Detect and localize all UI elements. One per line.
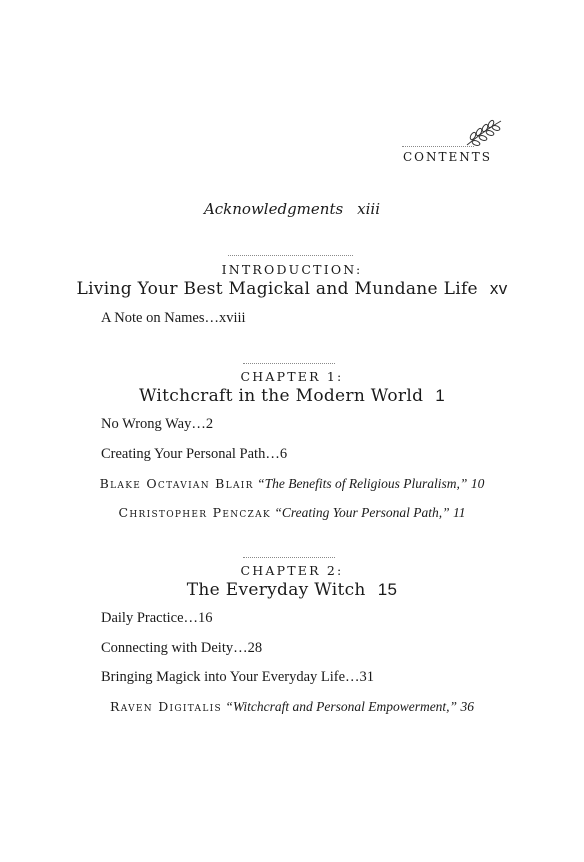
toc-entry-note-on-names[interactable]: A Note on Names…xviii: [101, 310, 246, 326]
chapter2-title: The Everyday Witch: [186, 580, 366, 600]
essay-title: “Witchcraft and Personal Empowerment,”: [225, 699, 458, 714]
acknowledgments-title: Acknowledgments: [203, 200, 344, 218]
toc-entry-connecting-with-deity[interactable]: Connecting with Deity…28: [101, 640, 263, 656]
chapter1-label: CHAPTER 1:: [240, 369, 344, 384]
introduction-title: Living Your Best Magickal and Mundane Life: [76, 279, 478, 299]
toc-essay-penczak[interactable]: [0, 505, 584, 521]
toc-chapter2[interactable]: [0, 580, 584, 600]
toc-essay-blair[interactable]: [0, 476, 584, 492]
essay-author: Christopher Penczak: [118, 505, 271, 520]
toc-entry-daily-practice[interactable]: Daily Practice…16: [101, 610, 213, 626]
introduction-page: xv: [489, 279, 508, 298]
toc-acknowledgments[interactable]: [0, 200, 584, 218]
introduction-divider: [228, 255, 353, 256]
essay-page: 10: [470, 476, 485, 491]
essay-author: Raven Digitalis: [110, 699, 222, 714]
chapter1-divider: [243, 363, 335, 364]
essay-page: 11: [452, 505, 466, 520]
chapter2-divider: [243, 557, 335, 558]
chapter2-page: 15: [377, 580, 398, 599]
toc-entry-no-wrong-way[interactable]: No Wrong Way…2: [101, 416, 214, 432]
contents-heading: CONTENTS: [403, 150, 493, 164]
essay-author: Blake Octavian Blair: [99, 476, 254, 491]
toc-entry-bringing-magick[interactable]: Bringing Magick into Your Everyday Life…31: [101, 669, 375, 685]
essay-page: 36: [460, 699, 474, 714]
introduction-label: INTRODUCTION:: [221, 262, 363, 277]
chapter2-label: CHAPTER 2:: [240, 563, 344, 578]
chapter1-title: Witchcraft in the Modern World: [138, 386, 424, 406]
chapter1-page: 1: [435, 386, 446, 405]
toc-entry-creating-your-personal-path[interactable]: Creating Your Personal Path…6: [101, 446, 288, 462]
header-divider: [402, 146, 474, 147]
toc-introduction[interactable]: [0, 279, 584, 299]
acknowledgments-page: xiii: [357, 200, 381, 218]
leaf-sprig-icon: [463, 117, 505, 149]
toc-essay-digitalis[interactable]: [0, 699, 584, 715]
essay-title: “The Benefits of Religious Pluralism,”: [257, 476, 468, 491]
essay-title: “Creating Your Personal Path,”: [274, 505, 450, 520]
toc-chapter1[interactable]: [0, 386, 584, 406]
